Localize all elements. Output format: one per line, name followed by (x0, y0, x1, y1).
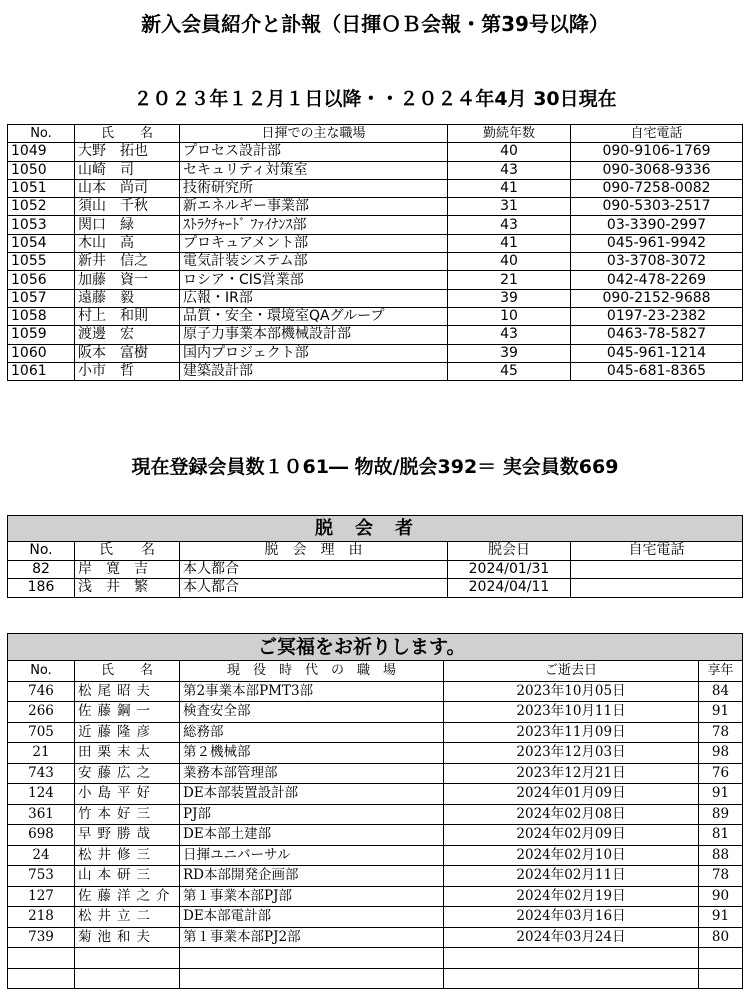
cell-name: 遠藤 毅 (75, 289, 180, 307)
cell-value: 43 (448, 216, 571, 234)
cell-no: 82 (8, 560, 75, 579)
header-phone: 自宅電話 (571, 542, 743, 561)
table-row (8, 271, 743, 289)
cell-no: 361 (8, 804, 75, 825)
cell-phone (571, 579, 743, 598)
cell-value: 2023年10月11日 (444, 702, 699, 723)
cell-phone: 045-961-9942 (571, 234, 743, 252)
table-row (8, 179, 743, 197)
table-row (8, 866, 743, 887)
cell-workplace: ｽﾄﾗｸﾁｬｰﾄﾞ ﾌｧｲﾅﾝｽ部 (180, 216, 448, 234)
header-no: No. (8, 125, 75, 143)
cell-workplace: DE本部電計部 (180, 907, 444, 928)
table-row (8, 804, 743, 825)
cell-workplace: 新エネルギー事業部 (180, 198, 448, 216)
cell-value: 2024年02月11日 (444, 866, 699, 887)
cell-workplace: 業務本部管理部 (180, 763, 444, 784)
cell-workplace: 第２機械部 (180, 743, 444, 764)
table-row (8, 344, 743, 362)
new-members-table (7, 124, 743, 381)
table-row (8, 825, 743, 846)
header-workplace: 現 役 時 代 の 職 場 (180, 661, 444, 682)
cell-name: 小市 哲 (75, 362, 180, 380)
header-name: 氏 名 (75, 125, 180, 143)
cell-no: 1059 (8, 326, 75, 344)
cell-phone: 84 (699, 681, 743, 702)
cell-value: 2024年03月16日 (444, 907, 699, 928)
cell-no: 1053 (8, 216, 75, 234)
table-row (8, 143, 743, 161)
cell-name: 山崎 司 (75, 161, 180, 179)
cell-name: 加藤 資一 (75, 271, 180, 289)
cell-phone: 090-3068-9336 (571, 161, 743, 179)
header-no: No. (8, 661, 75, 682)
deceased-band-row (8, 634, 743, 661)
cell-value: 41 (448, 179, 571, 197)
cell-name: 関口 緑 (75, 216, 180, 234)
cell-value: 2024年02月08日 (444, 804, 699, 825)
cell-phone: 98 (699, 743, 743, 764)
cell-name: 須山 千秋 (75, 198, 180, 216)
cell-no: 705 (8, 722, 75, 743)
cell-phone: 090-9106-1769 (571, 143, 743, 161)
cell-name: 松井立二 (75, 907, 180, 928)
cell-no: 743 (8, 763, 75, 784)
cell-name: 渡邊 宏 (75, 326, 180, 344)
cell-phone: 090-7258-0082 (571, 179, 743, 197)
cell-workplace: RD本部開発企画部 (180, 866, 444, 887)
table-header-row (8, 125, 743, 143)
header-name: 氏 名 (75, 542, 180, 561)
cell-value: 39 (448, 344, 571, 362)
cell-value: 43 (448, 326, 571, 344)
cell-phone: 88 (699, 845, 743, 866)
cell-workplace: 第2事業本部PMT3部 (180, 681, 444, 702)
member-count-summary: 現在登録会員数１０61― 物故/脱会392＝ 実会員数669 (131, 456, 619, 478)
cell-name: 田栗末太 (75, 743, 180, 764)
cell-name: 佐藤鋼一 (75, 702, 180, 723)
cell-value: 2024年01月09日 (444, 784, 699, 805)
cell-name: 大野 拓也 (75, 143, 180, 161)
cell-name: 岸 寛 吉 (75, 560, 180, 579)
page-title: 新入会員紹介と訃報（日揮ＯＢ会報・第39号以降） (141, 12, 609, 36)
table-row (8, 784, 743, 805)
cell-no: 1057 (8, 289, 75, 307)
table-row (8, 845, 743, 866)
cell-value: 2024年02月19日 (444, 886, 699, 907)
table-row (8, 289, 743, 307)
cell-value: 2024年02月10日 (444, 845, 699, 866)
cell-workplace: 品質・安全・環境室QAグループ (180, 307, 448, 325)
cell-workplace: セキュリティ対策室 (180, 161, 448, 179)
table-row (8, 234, 743, 252)
cell-phone: 76 (699, 763, 743, 784)
cell-value: 21 (448, 271, 571, 289)
cell-no: 739 (8, 927, 75, 948)
cell-no: 1056 (8, 271, 75, 289)
cell-phone: 090-5303-2517 (571, 198, 743, 216)
cell-name: 阪本 富樹 (75, 344, 180, 362)
cell-no: 124 (8, 784, 75, 805)
table-row (8, 198, 743, 216)
cell-no: 24 (8, 845, 75, 866)
cell-name: 小島平好 (75, 784, 180, 805)
table-row (8, 161, 743, 179)
table-row (8, 763, 743, 784)
cell-workplace: 原子力事業本部機械設計部 (180, 326, 448, 344)
header-leave-date: 脱会日 (448, 542, 571, 561)
cell-value: 45 (448, 362, 571, 380)
cell-value: 31 (448, 198, 571, 216)
cell-no: 21 (8, 743, 75, 764)
empty-row (8, 968, 743, 989)
cell-no: 218 (8, 907, 75, 928)
cell-no: 746 (8, 681, 75, 702)
page-subtitle: ２０２３年１２月１日以降・・２０２４年4月 30日現在 (133, 88, 617, 110)
header-name: 氏 名 (75, 661, 180, 682)
cell-name: 安藤広之 (75, 763, 180, 784)
cell-phone: 90 (699, 886, 743, 907)
leavers-table (7, 515, 743, 598)
cell-no: 1054 (8, 234, 75, 252)
cell-phone: 042-478-2269 (571, 271, 743, 289)
table-row (8, 907, 743, 928)
table-row (8, 681, 743, 702)
table-row (8, 326, 743, 344)
cell-name: 新井 信之 (75, 253, 180, 271)
cell-phone: 81 (699, 825, 743, 846)
cell-workplace: DE本部装置設計部 (180, 784, 444, 805)
table-header-row (8, 661, 743, 682)
table-row (8, 722, 743, 743)
leavers-band-row (8, 516, 743, 542)
header-phone: 自宅電話 (571, 125, 743, 143)
cell-name: 浅 井 繁 (75, 579, 180, 598)
cell-value: 40 (448, 143, 571, 161)
cell-value: 2023年12月21日 (444, 763, 699, 784)
cell-workplace: 本人都合 (180, 560, 448, 579)
table-row (8, 216, 743, 234)
cell-value: 2023年12月03日 (444, 743, 699, 764)
cell-phone: 91 (699, 784, 743, 805)
cell-value: 2024年03月24日 (444, 927, 699, 948)
cell-workplace: 第１事業本部PJ2部 (180, 927, 444, 948)
cell-value: 40 (448, 253, 571, 271)
cell-phone (571, 560, 743, 579)
cell-workplace: 広報・IR部 (180, 289, 448, 307)
cell-name: 菊池和夫 (75, 927, 180, 948)
table-row (8, 927, 743, 948)
cell-phone: 78 (699, 722, 743, 743)
cell-name: 松尾昭夫 (75, 681, 180, 702)
cell-workplace: 日揮ユニバーサル (180, 845, 444, 866)
cell-phone: 78 (699, 866, 743, 887)
cell-workplace: 建築設計部 (180, 362, 448, 380)
cell-workplace: ロシア・CIS営業部 (180, 271, 448, 289)
cell-no: 753 (8, 866, 75, 887)
cell-name: 近藤隆彦 (75, 722, 180, 743)
cell-phone: 91 (699, 907, 743, 928)
table-row (8, 743, 743, 764)
table-row (8, 886, 743, 907)
cell-phone: 03-3708-3072 (571, 253, 743, 271)
deceased-band-title: ご冥福をお祈りします。 (8, 634, 743, 661)
cell-no: 127 (8, 886, 75, 907)
cell-phone: 045-961-1214 (571, 344, 743, 362)
cell-workplace: プロキュアメント部 (180, 234, 448, 252)
cell-no: 1055 (8, 253, 75, 271)
table-row (8, 253, 743, 271)
cell-value: 2024/01/31 (448, 560, 571, 579)
cell-workplace: 電気計装システム部 (180, 253, 448, 271)
cell-phone: 045-681-8365 (571, 362, 743, 380)
cell-no: 1052 (8, 198, 75, 216)
cell-value: 2023年10月05日 (444, 681, 699, 702)
cell-value: 39 (448, 289, 571, 307)
cell-workplace: 総務部 (180, 722, 444, 743)
cell-workplace: プロセス設計部 (180, 143, 448, 161)
table-row (8, 307, 743, 325)
cell-name: 竹本好三 (75, 804, 180, 825)
cell-no: 1049 (8, 143, 75, 161)
table-row (8, 702, 743, 723)
cell-workplace: 第１事業本部PJ部 (180, 886, 444, 907)
leavers-band-title: 脱会者 (8, 516, 743, 542)
table-row (8, 560, 743, 579)
cell-phone: 090-2152-9688 (571, 289, 743, 307)
cell-phone: 80 (699, 927, 743, 948)
cell-workplace: PJ部 (180, 804, 444, 825)
cell-no: 186 (8, 579, 75, 598)
cell-name: 木山 高 (75, 234, 180, 252)
cell-name: 佐藤洋之介 (75, 886, 180, 907)
cell-value: 43 (448, 161, 571, 179)
cell-phone: 0197-23-2382 (571, 307, 743, 325)
header-no: No. (8, 542, 75, 561)
cell-name: 早野勝哉 (75, 825, 180, 846)
cell-workplace: DE本部土建部 (180, 825, 444, 846)
cell-workplace: 技術研究所 (180, 179, 448, 197)
cell-value: 2024年02月09日 (444, 825, 699, 846)
cell-workplace: 国内プロジェクト部 (180, 344, 448, 362)
cell-no: 266 (8, 702, 75, 723)
empty-row (8, 948, 743, 969)
cell-name: 山本 尚司 (75, 179, 180, 197)
cell-value: 10 (448, 307, 571, 325)
header-death-date: ご逝去日 (444, 661, 699, 682)
cell-no: 1051 (8, 179, 75, 197)
cell-value: 41 (448, 234, 571, 252)
cell-value: 2024/04/11 (448, 579, 571, 598)
cell-name: 松井修三 (75, 845, 180, 866)
cell-name: 村上 和則 (75, 307, 180, 325)
header-workplace: 日揮での主な職場 (180, 125, 448, 143)
header-age: 享年 (699, 661, 743, 682)
cell-workplace: 検査安全部 (180, 702, 444, 723)
cell-workplace: 本人都合 (180, 579, 448, 598)
header-years: 勤続年数 (448, 125, 571, 143)
table-row (8, 579, 743, 598)
cell-no: 698 (8, 825, 75, 846)
cell-name: 山本研三 (75, 866, 180, 887)
table-header-row (8, 542, 743, 561)
cell-no: 1060 (8, 344, 75, 362)
header-reason: 脱 会 理 由 (180, 542, 448, 561)
cell-phone: 91 (699, 702, 743, 723)
table-row (8, 362, 743, 380)
cell-no: 1058 (8, 307, 75, 325)
cell-value: 2023年11月09日 (444, 722, 699, 743)
cell-phone: 89 (699, 804, 743, 825)
cell-no: 1061 (8, 362, 75, 380)
cell-no: 1050 (8, 161, 75, 179)
cell-phone: 0463-78-5827 (571, 326, 743, 344)
deceased-table (7, 633, 743, 989)
cell-phone: 03-3390-2997 (571, 216, 743, 234)
